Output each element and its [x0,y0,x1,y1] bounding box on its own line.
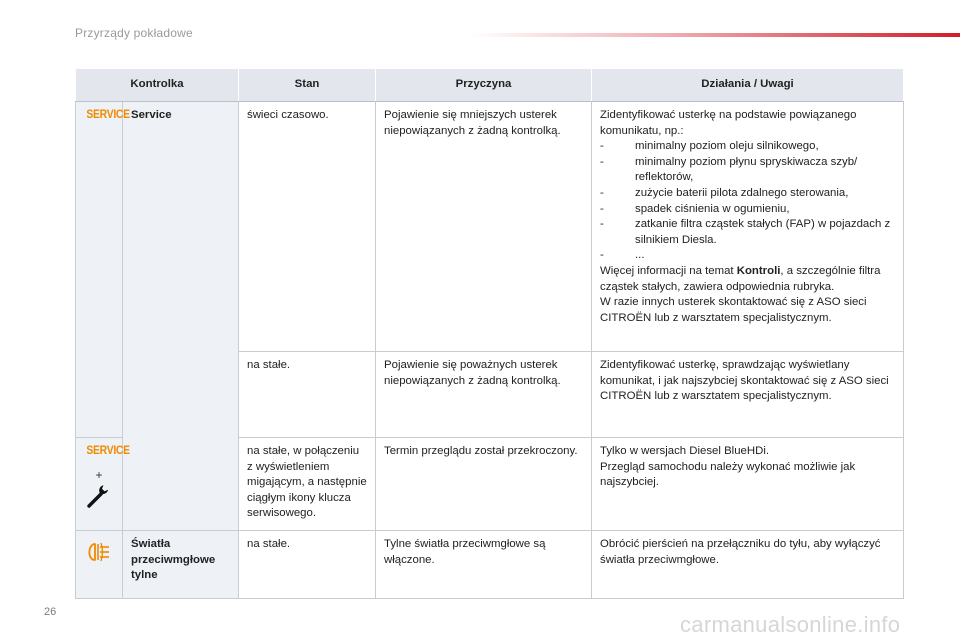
state-cell: na stałe. [239,530,376,598]
cause-cell: Termin przeglądu został przekroczony. [376,438,592,531]
action-more-info [600,264,895,295]
table-row [76,102,904,352]
watermark: carmanualsonline.info [680,612,901,637]
cause-cell: Tylne światła przeciwmgłowe są włączone. [376,530,592,598]
state-cell: świeci czasowo. [239,102,376,352]
column-header-indicator: Kontrolka [76,69,239,102]
list-item: - zatkanie filtra cząstek stałych (FAP) w pojazdach z silnikiem Diesla. [600,217,895,248]
plus-sign: + [95,467,103,482]
action-cell: Zidentyfikować usterkę, sprawdzając wyświetlany komunikat, i jak najszybciej skontaktować się z ASO sieci CITROËN lub z warsztatem specjalistycznym. [592,352,904,438]
warning-lights-table [75,68,904,599]
action-line: Tylko w wersjach Diesel BlueHDi. [600,445,770,457]
column-header-cause: Przyczyna [376,69,592,102]
service-icon-cell [76,102,130,438]
header-accent-bar [470,33,960,37]
action-cell: Obrócić pierścień na przełączniku do tyłu, aby wyłączyć światła przeciwmgłowe. [592,530,904,598]
page-number: 26 [44,606,57,618]
action-cell [592,438,904,531]
action-more-text-end: , a szczególnie filtra cząstek stałych, zawiera odpowiednia rubryka. [600,264,881,293]
list-item: - ... [600,248,895,264]
fog-icon-cell [76,530,123,598]
state-cell: na stałe. [239,352,376,438]
list-item: - minimalny poziom płynu spryskiwacza szyb/ reflektorów, [600,155,895,186]
wrench-icon [87,483,111,509]
cause-cell: Pojawienie się poważnych usterek niepowiązanych z żadną kontrolką. [376,352,592,438]
service-wrench-icon-cell [76,438,130,531]
service-warning-icon: SERVICE [86,109,130,121]
list-item: - zużycie baterii pilota zdalnego sterowania, [600,186,895,202]
action-cell [592,102,904,352]
column-header-action: Działania / Uwagi [592,69,904,102]
service-warning-icon: SERVICE [86,445,130,457]
list-item: - spadek ciśnienia w ogumieniu, [600,202,895,218]
rear-fog-light-icon [84,541,114,563]
indicator-name-fog: Światła przeciwmgłowe tylne [123,530,239,598]
indicator-name-service: Service [123,102,239,531]
action-contact: W razie innych usterek skontaktować się z ASO sieci CITROËN lub z warsztatem specjalistycznym. [600,296,867,324]
action-more-bold: Kontroli [736,264,781,277]
table-header-row [76,69,904,102]
table-row [76,530,904,598]
action-list [600,139,895,264]
action-intro: Zidentyfikować usterkę na podstawie powiązanego komunikatu, np.: [600,109,857,137]
list-item: - minimalny poziom oleju silnikowego, [600,139,895,155]
action-more-text: Więcej informacji na temat [600,264,737,277]
action-line: Przegląd samochodu należy wykonać możliwie jak najszybciej. [600,460,856,489]
cause-cell: Pojawienie się mniejszych usterek niepowiązanych z żadną kontrolką. [376,102,592,352]
page-header-title: Przyrządy pokładowe [75,26,193,40]
column-header-state: Stan [239,69,376,102]
state-cell: na stałe, w połączeniu z wyświetleniem migającym, a następnie ciągłym ikony klucza serwisowego. [239,438,376,531]
